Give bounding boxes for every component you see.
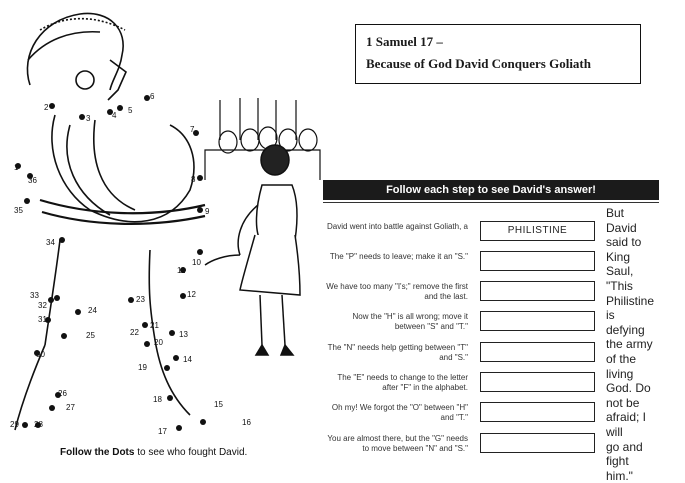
illustration-caption: [60, 447, 247, 458]
answer-word: afraid; I: [606, 410, 647, 425]
answer-word: said to: [606, 235, 642, 250]
dot-label: 9: [205, 207, 210, 216]
dot-to-dot-illustration: [0, 0, 330, 470]
answer-word: God. Do: [606, 381, 651, 396]
answer-word: living: [606, 366, 634, 381]
dot-label: 4: [112, 111, 117, 120]
dot-label: 36: [28, 176, 37, 185]
dot-label: 10: [192, 258, 201, 267]
answer-word: King: [606, 249, 631, 264]
step-2-answer-box[interactable]: [480, 251, 595, 271]
dot-label: 28: [34, 420, 43, 429]
caption-bold: Follow the Dots: [60, 447, 135, 458]
dot-label: 18: [153, 395, 162, 404]
dot-label: 14: [183, 355, 192, 364]
step-5-answer-box[interactable]: [480, 342, 595, 362]
answer-word: of the: [606, 351, 637, 366]
step-1-answer-box[interactable]: PHILISTINE: [480, 221, 595, 241]
dot-label: 16: [242, 418, 251, 427]
dot-label: 1: [14, 163, 19, 172]
dot-label: 6: [150, 92, 155, 101]
dot-label: 26: [58, 389, 67, 398]
answer-word: go and: [606, 439, 643, 454]
dot-markers: [15, 95, 206, 431]
answer-word: David: [606, 220, 637, 235]
dot-label: 23: [136, 295, 145, 304]
step-6-answer-box[interactable]: [480, 372, 595, 392]
goliath-outline: [15, 13, 205, 430]
dot-label: 2: [44, 103, 49, 112]
dot-label: 15: [214, 400, 223, 409]
answer-word: But: [606, 206, 625, 220]
title-line-1: 1 Samuel 17 –: [366, 34, 443, 49]
step-6-instruction: The "E" needs to change to the letter after "F" in the alphabet.: [337, 373, 468, 392]
dot-label: 25: [86, 331, 95, 340]
dot-label: 31: [38, 315, 47, 324]
answer-word: Saul,: [606, 264, 634, 279]
dot-label: 20: [154, 338, 163, 347]
step-7-instruction: Oh my! We forgot the "O" between "H" and "T.": [331, 403, 468, 422]
title-box: [355, 24, 641, 84]
answer-word: the army: [606, 337, 653, 352]
title-line-2: Because of God David Conquers Goliath: [366, 56, 591, 71]
dot-label: 3: [86, 114, 91, 123]
dot-label: 24: [88, 306, 97, 315]
david-drawing: [205, 145, 300, 355]
puzzle-banner: Follow each step to see David's answer!: [323, 180, 659, 200]
david-answer-text: [606, 206, 662, 483]
dot-label: 5: [128, 106, 133, 115]
step-8-instruction: You are almost there, but the "G" needs to move between "N" and "S.": [327, 434, 468, 453]
dot-label: 22: [130, 328, 139, 337]
dot-label: 17: [158, 427, 167, 436]
dot-label: 12: [187, 290, 196, 299]
dot-label: 32: [38, 301, 47, 310]
step-5-instruction: The "N" needs help getting between "T" and "S.": [327, 343, 468, 362]
step-3-instruction: We have too many "I's;" remove the first and the last.: [326, 282, 468, 301]
dot-label: 13: [179, 330, 188, 339]
caption-rest: to see who fought David.: [134, 447, 248, 458]
step-2-instruction: The "P" needs to leave; make it an "S.": [329, 252, 468, 261]
answer-word: him.": [606, 468, 633, 483]
dot-label: 30: [36, 350, 45, 359]
answer-word: not be: [606, 395, 640, 410]
answer-word: defying: [606, 322, 645, 337]
dot-label: 8: [191, 175, 196, 184]
step-4-answer-box[interactable]: [480, 311, 595, 331]
step-4-instruction: Now the "H" is all wrong; move it between "S" and "T.": [352, 312, 468, 331]
dot-label: 35: [14, 206, 23, 215]
dot-label: 29: [10, 420, 19, 429]
answer-word: "This: [606, 278, 633, 293]
step-3-answer-box[interactable]: [480, 281, 595, 301]
step-8-answer-box[interactable]: [480, 433, 595, 453]
dot-label: 19: [138, 363, 147, 372]
step-7-answer-box[interactable]: [480, 402, 595, 422]
answer-word: Philistine: [606, 293, 655, 308]
answer-word: fight: [606, 454, 629, 469]
answer-word: will: [606, 424, 623, 439]
dot-label: 21: [150, 321, 159, 330]
answer-word: is: [606, 308, 615, 323]
dot-label: 27: [66, 403, 75, 412]
step-1-instruction: David went into battle against Goliath, a: [327, 222, 468, 231]
banner-divider: [323, 202, 659, 203]
dot-label: 11: [177, 266, 186, 275]
dot-label: 7: [190, 125, 195, 134]
dot-label: 33: [30, 291, 39, 300]
dot-number-labels: [10, 92, 251, 436]
dot-label: 34: [46, 238, 55, 247]
